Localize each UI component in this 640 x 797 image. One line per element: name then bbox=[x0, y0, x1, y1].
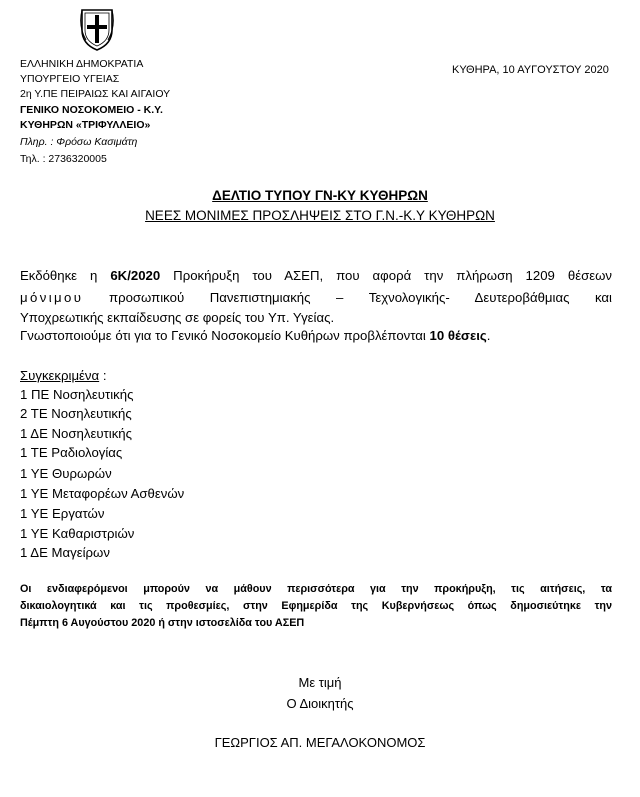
header-country: ΕΛΛΗΝΙΚΗ ΔΗΜΟΚΡΑΤΙΑ bbox=[20, 58, 144, 70]
greek-state-seal-icon bbox=[80, 6, 114, 52]
paragraph-line-1: Εκδόθηκε η 6Κ/2020 Προκήρυξη του ΑΣΕΠ, που αφορά την πλήρωση 1209 θέσεων bbox=[20, 268, 612, 283]
signature-greeting: Με τιμή bbox=[298, 675, 342, 690]
list-item: 1 ΠΕ Νοσηλευτικής bbox=[20, 387, 134, 402]
list-heading: Συγκεκριμένα : bbox=[20, 368, 107, 383]
list-item: 1 ΥΕ Εργατών bbox=[20, 506, 105, 521]
list-item: 1 ΥΕ Καθαριστριών bbox=[20, 526, 135, 541]
list-item: 1 ΔΕ Νοσηλευτικής bbox=[20, 426, 132, 441]
list-item: 2 ΤΕ Νοσηλευτικής bbox=[20, 406, 132, 421]
document-subtitle: ΝΕΕΣ ΜΟΝΙΜΕΣ ΠΡΟΣΛΗΨΕΙΣ ΣΤΟ Γ.Ν.-Κ.Υ ΚΥΘΗΡΩΝ bbox=[145, 208, 495, 223]
list-item: 1 ΥΕ Μεταφορέων Ασθενών bbox=[20, 486, 185, 501]
header-ministry: ΥΠΟΥΡΓΕΙΟ ΥΓΕΙΑΣ bbox=[20, 73, 120, 85]
header-hospital-name: ΚΥΘΗΡΩΝ «ΤΡΙΦΥΛΛΕΙΟ» bbox=[20, 119, 151, 131]
header-phone: Τηλ. : 2736320005 bbox=[20, 153, 107, 165]
paragraph-line-3: Υποχρεωτικής εκπαίδευσης σε φορείς του Υπ. Υγείας. bbox=[20, 310, 335, 325]
list-item: 1 ΤΕ Ραδιολογίας bbox=[20, 445, 123, 460]
header-contact-person: Πληρ. : Φρόσω Κασιμάτη bbox=[20, 136, 138, 148]
note-line-1: Οι ενδιαφερόμενοι μπορούν να μάθουν περισσότερα για την προκήρυξη, τις αιτήσεις, τα bbox=[20, 583, 612, 595]
announcement-number: 6Κ/2020 bbox=[110, 268, 161, 283]
signature-name: ΓΕΩΡΓΙΟΣ ΑΠ. ΜΕΓΑΛΟΚΟΝΟΜΟΣ bbox=[214, 735, 426, 750]
list-item: 1 ΥΕ Θυρωρών bbox=[20, 466, 112, 481]
note-line-2: δικαιολογητικά και τις προθεσμίες, στην Εφημερίδα της Κυβερνήσεως όπως δημοσιεύτηκε την bbox=[20, 600, 612, 612]
header-hospital: ΓΕΝΙΚΟ ΝΟΣΟΚΟΜΕΙΟ - Κ.Υ. bbox=[20, 104, 163, 116]
document-date: ΚΥΘΗΡΑ, 10 ΑΥΓΟΥΣΤΟΥ 2020 bbox=[452, 64, 609, 76]
document-title: ΔΕΛΤΙΟ ΤΥΠΟΥ ΓΝ-ΚΥ ΚΥΘΗΡΩΝ bbox=[212, 188, 428, 203]
paragraph-line-4: Γνωστοποιούμε ότι για το Γενικό Νοσοκομείο Κυθήρων προβλέπονται 10 θέσεις. bbox=[20, 328, 491, 343]
header-region: 2η Υ.ΠΕ ΠΕΙΡΑΙΩΣ ΚΑΙ ΑΙΓΑΙΟΥ bbox=[20, 88, 171, 100]
positions-count: 10 θέσεις bbox=[429, 328, 487, 343]
list-item: 1 ΔΕ Μαγείρων bbox=[20, 545, 110, 560]
note-line-3: Πέμπτη 6 Αυγούστου 2020 ή στην ιστοσελίδα του ΑΣΕΠ bbox=[20, 617, 305, 629]
paragraph-line-2: μόνιμου προσωπικού Πανεπιστημιακής – Τεχνολογικής- Δευτεροβάθμιας και bbox=[20, 290, 612, 305]
signature-role: Ο Διοικητής bbox=[286, 696, 354, 711]
